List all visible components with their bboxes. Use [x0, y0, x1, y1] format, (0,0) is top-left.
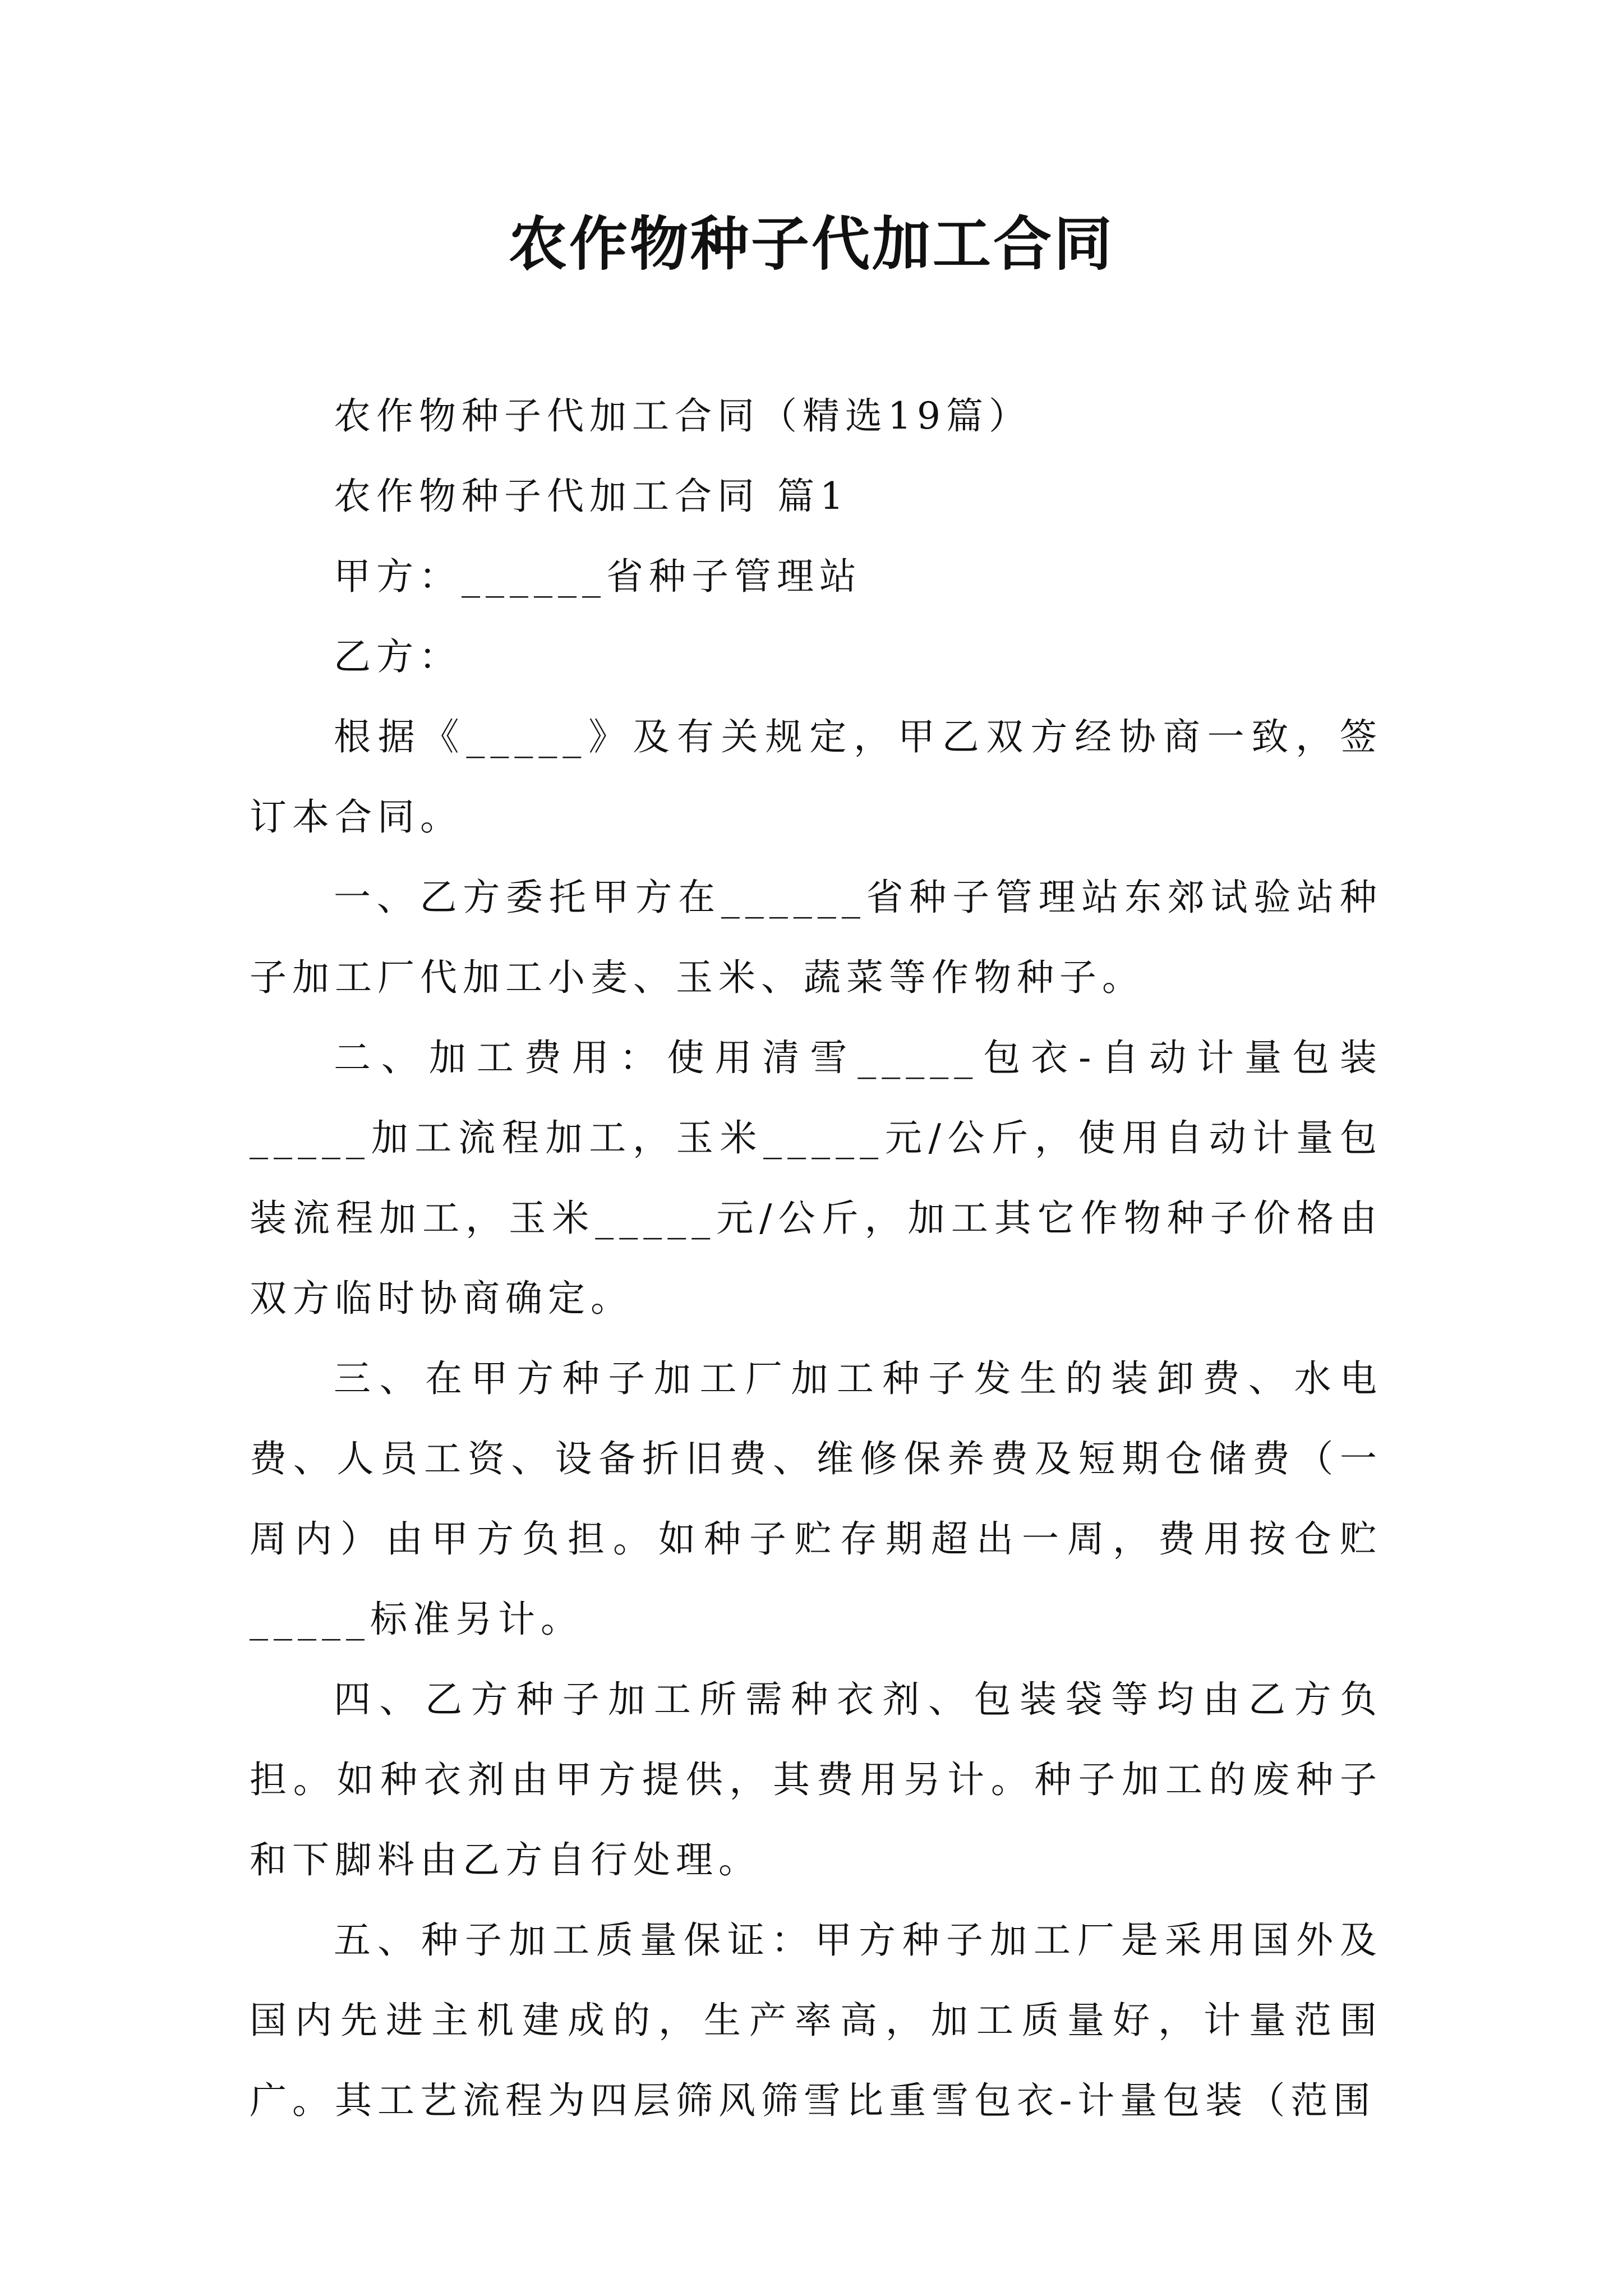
clause-5-paragraph: 五、种子加工质量保证：甲方种子加工厂是采用国外及国内先进主机建成的，生产率高，加工质量好，计量范围广。其工艺流程为四层筛风筛雪比重雪包衣-计量包装（范围: [250, 1918, 1382, 2122]
document-title: 农作物种子代加工合同: [508, 209, 1114, 278]
clause-3-paragraph: 三、在甲方种子加工厂加工种子发生的装卸费、水电费、人员工资、设备折旧费、维修保养费及短期仓储费（一周内）由甲方负担。如种子贮存期超出一周，费用按仓贮_____标准另计。: [250, 1357, 1382, 1641]
party-a-line: 甲方：______省种子管理站: [334, 555, 862, 598]
preamble-paragraph: 根据《_____》及有关规定，甲乙双方经协商一致，签订本合同。: [250, 715, 1382, 839]
section-heading: 农作物种子代加工合同 篇1: [334, 475, 849, 518]
document-body: [250, 376, 1382, 2141]
clause-4-paragraph: 四、乙方种子加工所需种衣剂、包装袋等均由乙方负担。如种衣剂由甲方提供，其费用另计。种子加工的废种子和下脚料由乙方自行处理。: [250, 1678, 1382, 1881]
clause-2-paragraph: 二、加工费用：使用清雪_____包衣-自动计量包装_____加工流程加工，玉米_____元/公斤，使用自动计量包装流程加工，玉米_____元/公斤，加工其它作物种子价格由双方临时协商确定。: [250, 1036, 1382, 1320]
party-b-line: 乙方：: [334, 635, 462, 678]
subtitle-paragraph: 农作物种子代加工合同（精选19篇）: [334, 394, 1031, 438]
clause-1-paragraph: 一、乙方委托甲方在______省种子管理站东郊试验站种子加工厂代加工小麦、玉米、蔬菜等作物种子。: [250, 876, 1382, 999]
